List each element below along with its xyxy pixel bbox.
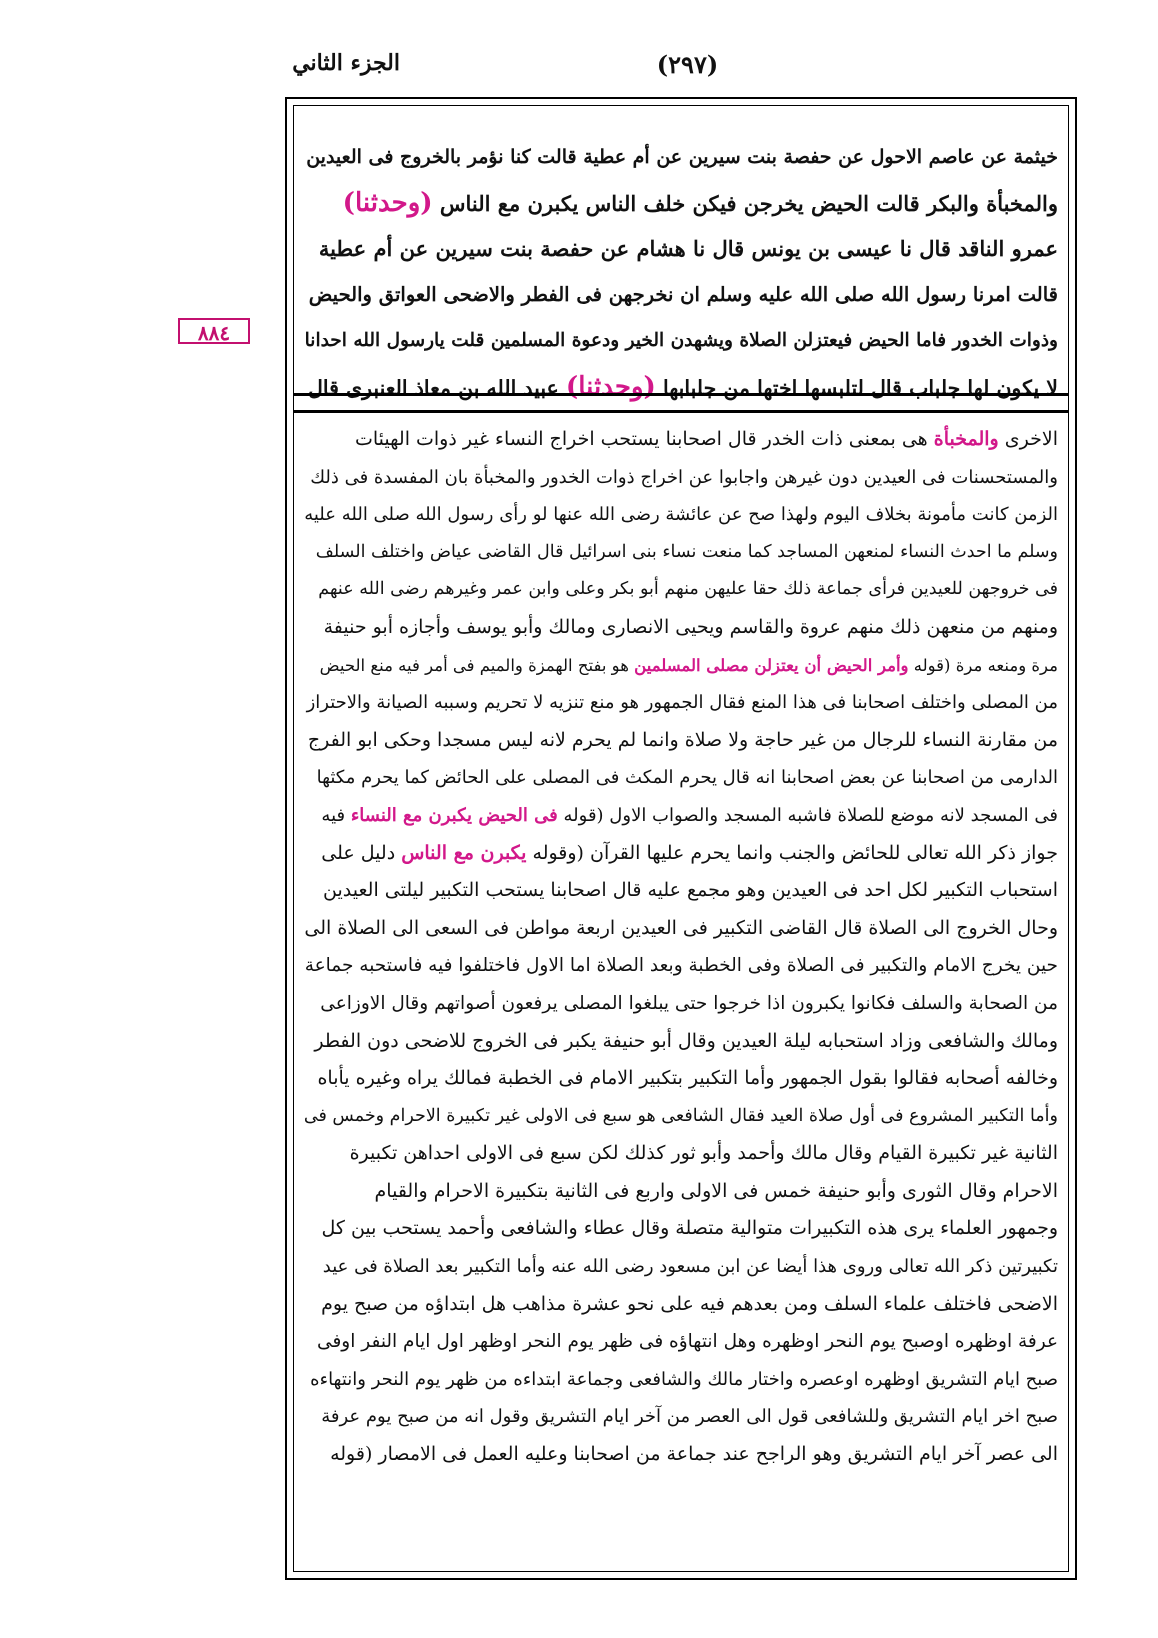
sharh-line: [304, 985, 1058, 1023]
text-segment: وحال الخروج الى الصلاة قال القاضى التكبير فى العيدين اربعة مواطن فى السعى الى الصلاة الى: [304, 916, 1058, 939]
sharh-line: [304, 1060, 1058, 1098]
text-segment: الى عصر آخر ايام التشريق وهو الراجح عند جماعة من اصحابنا وعليه العمل فى الامصار (قوله: [330, 1443, 1058, 1466]
isnad-marker: (وحدثنا): [342, 188, 433, 218]
page-frame: [285, 97, 1077, 1580]
sharh-line: [304, 571, 1058, 609]
sharh-line: [304, 421, 1058, 459]
sharh-line: [304, 459, 1058, 497]
text-segment: وأما التكبير المشروع فى أول صلاة العيد فقال الشافعى هو سبع فى الاولى غير تكبيرة الاحرام وخمس فى: [304, 1105, 1058, 1126]
sharh-line: [304, 1023, 1058, 1061]
sharh-line: [304, 1248, 1058, 1286]
sharh-line: [304, 1436, 1058, 1474]
matn-line: [304, 318, 1058, 364]
sharh-line: [304, 1135, 1058, 1173]
text-segment: صبح اخر ايام التشريق وللشافعى قول الى العصر من آخر ايام التشريق وقول انه من صبح يوم عرفة: [321, 1406, 1058, 1428]
text-segment: عبيد الله بن معاذ العنبرى قال: [307, 376, 566, 400]
volume-title: الجزء الثاني: [292, 50, 400, 76]
sharh-line: [304, 872, 1058, 910]
text-segment: مرة ومنعه مرة (قوله: [908, 655, 1058, 675]
text-segment: وجمهور العلماء يرى هذه التكبيرات متوالية متصلة وقال عطاء والشافعى وأحمد يستحب بين كل: [321, 1217, 1058, 1240]
text-segment: هى بمعنى ذات الخدر قال اصحابنا يستحب اخراج النساء غير ذوات الهيئات: [355, 428, 934, 450]
text-segment: وسلم ما احدث النساء لمنعهن المساجد كما منعت نساء بنى اسرائيل قال القاضى عياض واختلف السلف: [315, 541, 1058, 562]
text-segment: وخالفه أصحابه فقالوا بقول الجمهور وأما التكبير بتكبير الامام فى الخطبة فمالك يراه وغيره يأباه: [317, 1067, 1058, 1090]
sharh-line: [304, 759, 1058, 797]
text-segment: فى المسجد لانه موضع للصلاة فاشبه المسجد والصواب الاول (قوله: [557, 804, 1058, 826]
text-segment: والمستحسنات فى العيدين دون غيرهن واجابوا عن اخراج ذوات الخدور والمخبأة بان المفسدة فى ذلك: [310, 466, 1058, 488]
section-divider: [294, 393, 1068, 413]
sharh-line: [304, 1210, 1058, 1248]
sharh-line: [304, 722, 1058, 760]
sharh-line: [304, 609, 1058, 647]
text-segment: دليل على: [321, 841, 402, 864]
page-number: (٢٩٧): [656, 50, 719, 79]
text-segment: حين يخرج الامام والتكبير فى الصلاة وفى الخطبة وبعد الصلاة اما الاول فاختلفوا فيه فاستحبه جماعة: [304, 955, 1058, 977]
text-segment: عرفة اوظهره اوصبح يوم النحر اوظهره وهل انتهاؤه فى ظهر يوم النحر اوظهر اول ايام النفر اوفى: [317, 1331, 1058, 1353]
page-frame-inner: [293, 105, 1069, 1572]
text-segment: الاضحى فاختلف علماء السلف ومن بعدهم فيه على نحو عشرة مذاهب هل ابتداؤه من صبح يوم: [321, 1292, 1058, 1315]
text-segment: هو بفتح الهمزة والميم فى أمر فيه منع الحيض: [319, 655, 635, 675]
margin-hadith-number: ٨٨٤: [178, 318, 250, 344]
text-segment: لا يكون لها جلباب قال لتلبسها اختها من جلبابها: [655, 376, 1058, 400]
matn-line: [304, 180, 1058, 226]
text-segment: والمخبأة والبكر قالت الحيض يخرجن فيكن خلف الناس يكبرن مع الناس: [432, 191, 1058, 216]
text-segment: خيثمة عن عاصم الاحول عن حفصة بنت سيرين عن أم عطية قالت كنا نؤمر بالخروج فى العيدين: [306, 146, 1058, 168]
sharh-line: [304, 910, 1058, 948]
sharh-line: [304, 1398, 1058, 1436]
text-segment: قالت امرنا رسول الله صلى الله عليه وسلم ان نخرجهن فى الفطر والاضحى العواتق والحيض: [308, 283, 1058, 306]
highlighted-lemma: فى الحيض يكبرن مع النساء: [350, 804, 558, 826]
sharh-line: [304, 684, 1058, 722]
sharh-line: [304, 496, 1058, 534]
text-segment: فى خروجهن للعيدين فرأى جماعة ذلك حقا عليهن منهم أبو بكر وعلى وابن عمر وغيرهم رضى الله عنهم: [318, 579, 1058, 600]
matn-line: [304, 134, 1058, 180]
text-segment: وذوات الخدور فاما الحيض فيعتزلن الصلاة ويشهدن الخير ودعوة المسلمين قلت يارسول الله احدانا: [304, 330, 1058, 351]
sharh-line: [304, 797, 1058, 835]
sharh-line: [304, 1323, 1058, 1361]
sharh-block: [304, 421, 1058, 1561]
highlighted-lemma: والمخبأة: [933, 428, 999, 450]
sharh-line: [304, 534, 1058, 572]
sharh-line: [304, 947, 1058, 985]
text-segment: الزمن كانت مأمونة بخلاف اليوم ولهذا صح عن عائشة رضى الله عنها لو رأى رسول الله صلى الله عليه: [304, 504, 1058, 526]
text-segment: الثانية غير تكبيرة القيام وقال مالك وأحمد وأبو ثور كذلك لكن سبع فى الاولى احداهن تكبيرة: [349, 1142, 1058, 1165]
page-header: [285, 50, 1090, 90]
sharh-line: [304, 647, 1058, 685]
text-segment: ومنهم من منعهن ذلك منهم عروة والقاسم ويحيى الانصارى ومالك وأبو يوسف وأجازه أبو حنيفة: [323, 615, 1058, 638]
text-segment: الاحرام وقال الثورى وأبو حنيفة خمس فى الاولى واربع فى الثانية بتكبيرة الاحرام والقيام: [374, 1179, 1058, 1202]
text-segment: الاخرى: [998, 428, 1058, 450]
text-segment: ومالك والشافعى وزاد استحبابه ليلة العيدين وقال أبو حنيفة يكبر فى الخروج للاضحى دون الفطر: [314, 1029, 1058, 1052]
highlighted-lemma: يكبرن مع الناس: [401, 841, 527, 864]
sharh-line: [304, 1098, 1058, 1136]
sharh-line: [304, 1286, 1058, 1324]
text-segment: الدارمى من اصحابنا عن بعض اصحابنا انه قال يحرم المكث فى المصلى على الحائض كما يحرم مكثها: [316, 767, 1058, 789]
text-segment: تكبيرتين ذكر الله تعالى وروى هذا أيضا عن ابن مسعود رضى الله عنه وأما التكبير بعد الصلاة فى عيد: [322, 1256, 1058, 1278]
matn-line: [304, 226, 1058, 272]
text-segment: من المصلى واختلف اصحابنا فى هذا المنع فقال الجمهور هو منع تنزيه لا تحريم وسببه الصيانة والاحتراز: [306, 692, 1058, 714]
sharh-line: [304, 1173, 1058, 1211]
matn-line: [304, 272, 1058, 318]
text-segment: جواز ذكر الله تعالى للحائض والجنب وانما يحرم عليها القرآن (وقوله: [526, 841, 1058, 864]
sharh-line: [304, 835, 1058, 873]
text-segment: صبح ايام التشريق اوظهره اوعصره واختار مالك والشافعى وجماعة ابتداءه من ظهر يوم النحر وانتهاءه: [310, 1368, 1058, 1390]
text-segment: من الصحابة والسلف فكانوا يكبرون اذا خرجوا حتى يبلغوا المصلى يرفعون أصواتهم وقال الاوزاعى: [320, 992, 1058, 1014]
highlighted-lemma: وأمر الحيض أن يعتزلن مصلى المسلمين: [634, 655, 909, 675]
isnad-marker: (وحدثنا): [565, 372, 656, 402]
text-segment: عمرو الناقد قال نا عيسى بن يونس قال نا هشام عن حفصة بنت سيرين عن أم عطية: [318, 236, 1058, 261]
text-segment: من مقارنة النساء للرجال من غير حاجة ولا صلاة وانما لم يحرم لانه ليس مسجدا وحكى ابو الفرج: [307, 728, 1058, 751]
text-segment: استحباب التكبير لكل احد فى العيدين وهو مجمع عليه قال اصحابنا يستحب التكبير ليلتى العيدين: [323, 879, 1058, 902]
text-segment: فيه: [321, 804, 351, 826]
sharh-line: [304, 1361, 1058, 1399]
